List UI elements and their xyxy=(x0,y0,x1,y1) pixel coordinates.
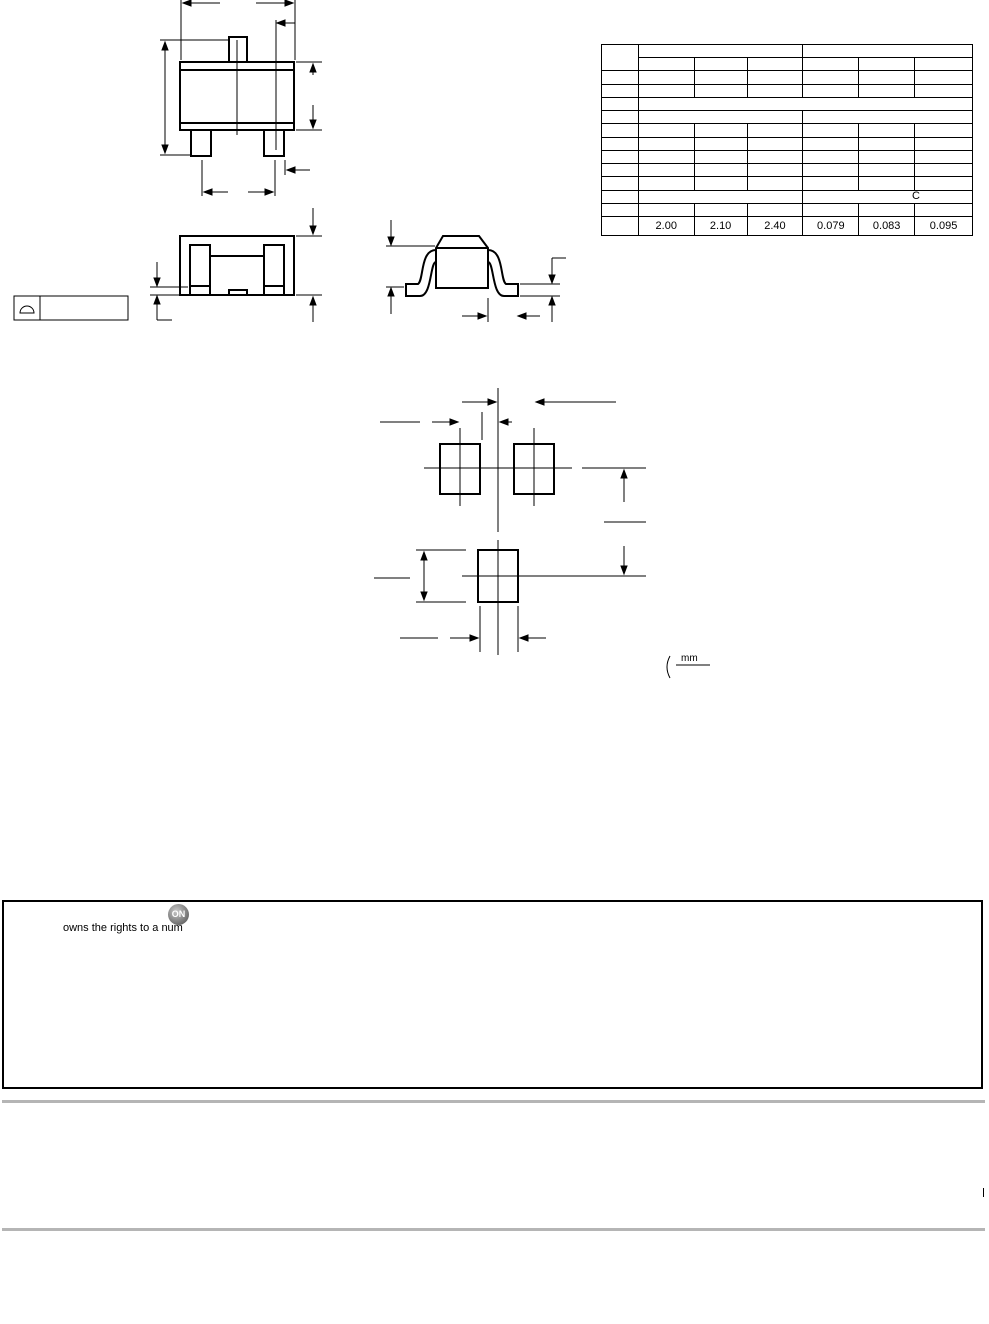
divider-tick xyxy=(983,1188,984,1197)
solder-footprint xyxy=(374,388,710,678)
table-row xyxy=(602,137,973,150)
table-cell xyxy=(747,58,803,71)
table-row xyxy=(602,124,973,137)
table-cell: 2.10 xyxy=(694,217,747,236)
table-cell: 0.083 xyxy=(859,217,915,236)
dimensions-table xyxy=(601,44,973,236)
table-row xyxy=(602,97,973,110)
table-cell: 2.40 xyxy=(747,217,803,236)
divider xyxy=(2,1228,985,1231)
table-row-values xyxy=(602,217,973,236)
table-row xyxy=(602,203,973,216)
header-group-millimeters xyxy=(638,45,803,58)
side-view xyxy=(14,208,322,322)
table-row xyxy=(602,84,973,97)
table-cell xyxy=(915,58,973,71)
datum-seating-plane-icon xyxy=(20,306,34,313)
on-semiconductor-logo-icon: ON xyxy=(168,904,189,925)
table-row xyxy=(602,190,973,203)
table-cell xyxy=(859,58,915,71)
table-row xyxy=(602,111,973,124)
header-dim-cell xyxy=(602,45,639,71)
top-view xyxy=(160,0,322,196)
table-row xyxy=(602,164,973,177)
unit-label: mm xyxy=(681,653,698,664)
header-group-inches xyxy=(803,45,973,58)
table-header-row xyxy=(602,45,973,58)
end-view xyxy=(386,220,566,322)
table-cell: 0.095 xyxy=(915,217,973,236)
divider xyxy=(2,1100,985,1103)
table-row xyxy=(602,177,973,190)
table-cell: 2.00 xyxy=(638,217,694,236)
table-subheader-row xyxy=(602,58,973,71)
table-row xyxy=(602,71,973,84)
table-cell xyxy=(803,58,859,71)
table-row xyxy=(602,150,973,163)
basic-note-c: C xyxy=(803,190,973,203)
table-cell xyxy=(638,58,694,71)
legal-notice-text: owns the rights to a num xyxy=(63,922,183,934)
table-cell: 0.079 xyxy=(803,217,859,236)
table-cell xyxy=(694,58,747,71)
